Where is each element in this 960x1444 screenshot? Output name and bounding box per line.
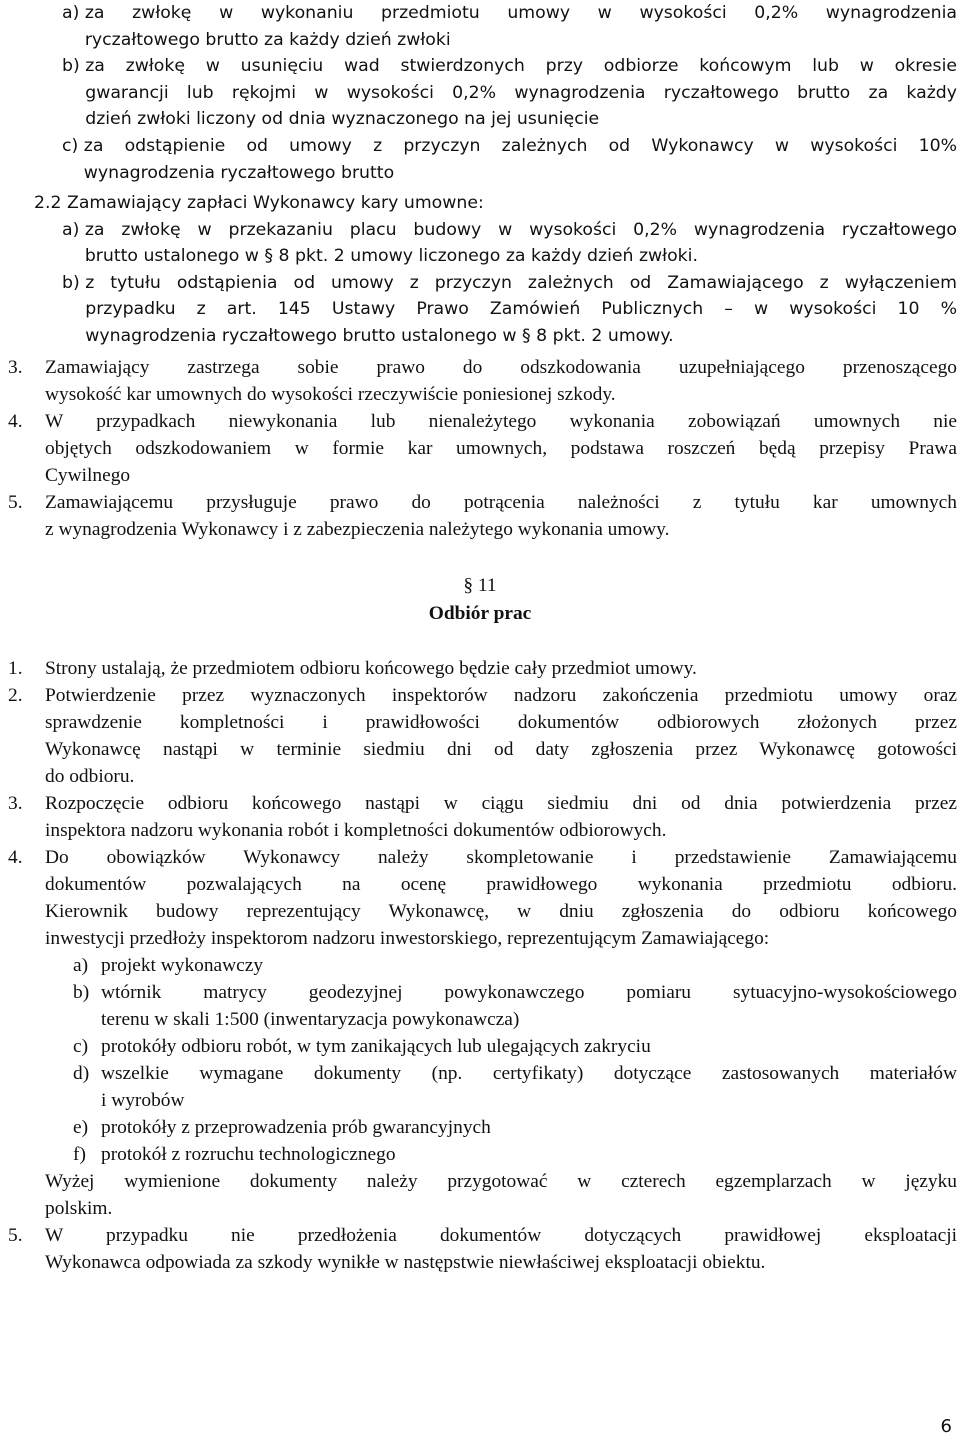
text-line: ryczałtowego brutto za każdy dzień zwłoki	[84, 29, 451, 50]
list-item-3	[8, 354, 957, 408]
text-line: polskim.	[45, 1198, 113, 1219]
text-line: Cywilnego	[45, 465, 131, 486]
item-marker: e)	[73, 1117, 93, 1138]
text-line: wynagrodzenia ryczałtowego brutto	[83, 162, 395, 183]
penalties-list-contractor	[62, 0, 957, 186]
numbered-list-acceptance	[8, 655, 957, 1276]
text-line: W przypadkach niewykonania lub nienależytego wykonania zobowiązań umownych nie	[45, 411, 957, 432]
sub-item-d	[73, 1060, 957, 1114]
text-line: Kierownik budowy reprezentujący Wykonawcę, w dniu zgłoszenia do odbioru końcowego	[45, 901, 957, 922]
item-number: 5.	[8, 492, 28, 513]
list-item-5	[8, 1222, 957, 1276]
item-marker: d)	[73, 1063, 95, 1084]
text-line: Zamawiający zastrzega sobie prawo do odszkodowania uzupełniającego przenoszącego	[45, 357, 957, 378]
list-item-2	[8, 682, 957, 790]
text-line: dzień zwłoki liczony od dnia wyznaczonego na jej usunięcie	[85, 109, 600, 130]
item-number: 3.	[8, 793, 28, 814]
text-line: brutto ustalonego w § 8 pkt. 2 umowy liczonego za każdy dzień zwłoki.	[84, 246, 698, 267]
item-number: 2.	[8, 685, 28, 706]
item-marker: a)	[62, 219, 85, 240]
item-marker: c)	[73, 1036, 93, 1057]
item-marker: b)	[62, 272, 86, 293]
text-line: z wynagrodzenia Wykonawcy i z zabezpieczenia należytego wykonania umowy.	[45, 519, 670, 540]
item-marker: a)	[73, 955, 93, 976]
text-line: przypadku z art. 145 Ustawy Prawo Zamówień Publicznych – w wysokości 10 %	[85, 299, 957, 320]
list-item-5	[8, 489, 957, 543]
list-item-3	[8, 790, 957, 844]
text-line: protokóły z przeprowadzenia prób gwarancyjnych	[101, 1117, 491, 1138]
list-item-1	[8, 655, 957, 682]
list-item-a	[62, 0, 957, 53]
text-line: za odstąpienie od umowy z przyczyn zależnych od Wykonawcy w wysokości 10%	[83, 135, 957, 156]
item-marker: b)	[73, 982, 95, 1003]
list-item-4	[8, 844, 957, 1222]
text-line: inwestycji przedłoży inspektorom nadzoru inwestorskiego, reprezentującym Zamawiającego:	[45, 928, 770, 949]
text-line: dokumentów pozwalających na ocenę prawidłowego wykonania przedmiotu odbioru.	[45, 874, 957, 895]
text-line: za zwłokę w wykonaniu przedmiotu umowy w wysokości 0,2% wynagrodzenia	[84, 3, 957, 23]
subsection-heading: 2.2 Zamawiający zapłaci Wykonawcy kary umowne:	[34, 193, 484, 213]
text-line: protokół z rozruchu technologicznego	[101, 1144, 396, 1165]
text-line: sprawdzenie kompletności i prawidłowości dokumentów odbiorowych złożonych przez	[45, 712, 957, 733]
text-line: za zwłokę w usunięciu wad stwierdzonych przy odbiorze końcowym lub w okresie	[85, 56, 957, 77]
item-number: 4.	[8, 847, 28, 868]
section-heading	[0, 572, 960, 627]
numbered-list-3-5	[8, 354, 957, 543]
text-line: Wykonawca odpowiada za szkody wynikłe w następstwie niewłaściwej eksploatacji obiektu.	[45, 1252, 766, 1273]
text-line: wszelkie wymagane dokumenty (np. certyfikaty) dotyczące zastosowanych materiałów	[101, 1063, 957, 1084]
list-item-b	[62, 53, 957, 133]
item-number: 1.	[8, 658, 28, 679]
text-line: protokóły odbioru robót, w tym zanikających lub ulegających zakryciu	[101, 1036, 651, 1057]
text-line: Wyżej wymienione dokumenty należy przygotować w czterech egzemplarzach w języku	[45, 1171, 957, 1192]
item-marker: c)	[62, 135, 84, 156]
text-line: Wykonawcę nastąpi w terminie siedmiu dni od daty zgłoszenia przez Wykonawcę gotowości	[45, 739, 957, 760]
sub-item-a	[73, 952, 957, 979]
sub-item-b	[73, 979, 957, 1033]
item-marker: b)	[62, 56, 86, 77]
page-number: 6	[940, 1416, 952, 1437]
sub-item-e	[73, 1114, 957, 1141]
item-number: 5.	[8, 1225, 28, 1246]
section-title: Odbiór prac	[428, 603, 532, 624]
text-line: za zwłokę w przekazaniu placu budowy w wysokości 0,2% wynagrodzenia ryczałtowego	[84, 219, 957, 240]
text-line: objętych odszkodowaniem w formie kar umownych, podstawa roszczeń będą przepisy Prawa	[45, 438, 957, 459]
text-line: terenu w skali 1:500 (inwentaryzacja powykonawcza)	[101, 1009, 520, 1030]
text-line: projekt wykonawczy	[101, 955, 264, 976]
item-marker: f)	[73, 1144, 91, 1165]
text-line: i wyrobów	[101, 1090, 185, 1111]
list-item-c	[62, 133, 957, 186]
text-line: z tytułu odstąpienia od umowy z przyczyn zależnych od Zamawiającego z wyłączeniem	[85, 272, 957, 293]
section-number: § 11	[463, 575, 497, 596]
list-item-b	[62, 270, 957, 350]
text-line: do odbioru.	[45, 766, 135, 787]
item-marker: a)	[62, 3, 85, 23]
list-item-4	[8, 408, 957, 489]
text-line: Do obowiązków Wykonawcy należy skompletowanie i przedstawienie Zamawiającemu	[45, 847, 957, 868]
text-line: wtórnik matrycy geodezyjnej powykonawczego pomiaru sytuacyjno-wysokościowego	[101, 982, 957, 1003]
text-line: Strony ustalają, że przedmiotem odbioru końcowego będzie cały przedmiot umowy.	[45, 658, 697, 679]
list-item-a	[62, 217, 957, 270]
text-line: Potwierdzenie przez wyznaczonych inspektorów nadzoru zakończenia przedmiotu umowy oraz	[45, 685, 957, 706]
text-line: Zamawiającemu przysługuje prawo do potrącenia należności z tytułu kar umownych	[45, 492, 957, 513]
text-line: wysokość kar umownych do wysokości rzeczywiście poniesionej szkody.	[45, 384, 616, 405]
text-line: W przypadku nie przedłożenia dokumentów dotyczących prawidłowej eksploatacji	[45, 1225, 957, 1246]
item-number: 4.	[8, 411, 28, 432]
text-line: wynagrodzenia ryczałtowego brutto ustalonego w § 8 pkt. 2 umowy.	[85, 325, 674, 346]
sub-item-f	[73, 1141, 957, 1168]
text-line: Rozpoczęcie odbioru końcowego nastąpi w ciągu siedmiu dni od dnia potwierdzenia przez	[45, 793, 957, 814]
text-line: inspektora nadzoru wykonania robót i kompletności dokumentów odbiorowych.	[45, 820, 667, 841]
text-line: gwarancji lub rękojmi w wysokości 0,2% wynagrodzenia ryczałtowego brutto za każdy	[85, 82, 957, 103]
item-number: 3.	[8, 357, 28, 378]
penalties-list-employer	[34, 190, 957, 350]
sub-item-c	[73, 1033, 957, 1060]
